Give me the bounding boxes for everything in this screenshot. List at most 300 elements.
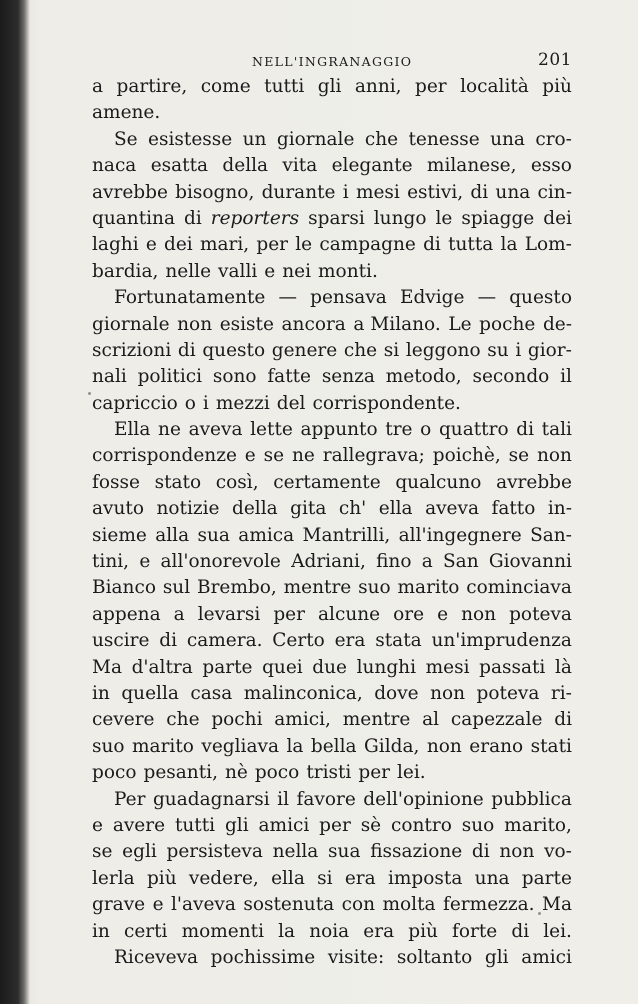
word: pubblica [491,788,572,810]
text-line [92,74,572,100]
word: camera. [186,630,263,652]
word: più [146,867,177,889]
text-line [92,813,572,839]
word: nè [224,762,248,784]
word: sostenuta [243,894,335,916]
word: valli [218,260,258,282]
word: una [474,867,510,889]
word: quantina [92,207,175,229]
word: partire, [116,76,188,97]
word: soltanto [396,946,473,968]
word: ri- [550,682,572,704]
word: se [92,841,113,863]
word: favore [296,788,356,810]
word: a [173,603,185,625]
text-line [92,945,572,971]
word: aveva [425,498,479,520]
word: tre [385,419,413,441]
word: di [470,181,489,203]
word: fino [376,551,412,573]
word: amene. [92,102,161,124]
word: qualcuno [395,471,482,493]
word: alcune [318,603,381,625]
word: o [420,419,432,441]
word: questo [202,339,266,361]
word: là [554,656,572,678]
word: la [500,234,518,256]
word: per [415,76,447,97]
word: mentre [342,709,411,731]
word: ch' [338,498,367,520]
word: tutti [174,814,216,836]
word: Bianco [92,577,156,599]
word: notizie [156,498,220,520]
word: amici [258,814,310,836]
word: quella [121,682,179,704]
word: milanese, [426,155,517,177]
word: in [92,682,110,704]
word: nelle [165,260,212,282]
word: bella [310,735,357,757]
word: tristi [306,762,352,784]
word: Fortunatamente [114,287,266,309]
word: una [490,128,525,150]
word: ella [271,867,305,889]
word: senza [321,366,375,388]
word: certamente [273,471,381,493]
word: i [515,339,522,361]
word: pochissime [210,946,316,968]
text-line [92,523,572,549]
word: lerla [92,867,135,889]
word: o [184,392,196,414]
word: elegante [331,155,413,177]
word: gli [484,946,509,968]
page-header [92,50,572,72]
text-line [92,628,572,654]
word: a [421,551,433,573]
word: sul [162,577,191,599]
text-line [92,655,572,681]
word: imposta [387,867,463,889]
word: e [437,603,449,625]
word: giornale [276,128,355,150]
word: gli [224,814,249,836]
word: poche [479,313,536,335]
word: lei. [397,762,426,784]
word: in [92,920,110,942]
word: grave [92,894,146,916]
word: certi [123,920,168,942]
word: su [487,339,509,361]
word: dove [374,682,419,704]
word: era [344,867,376,889]
word: il [277,788,289,810]
word: così, [215,471,259,493]
word: forte [452,920,498,942]
word: passati [479,656,546,678]
word: poteva [476,682,540,704]
word: cevere [92,709,155,731]
text-line [92,100,572,126]
word: pesanti, [143,762,218,784]
word: e [139,551,151,573]
text-line [92,312,572,338]
text-line [92,892,572,918]
word: amici [521,946,572,968]
word: marito, [504,814,572,836]
word: Mantrilli, [302,524,391,546]
text-line [92,602,572,628]
word: sè [360,814,382,836]
word: sua [197,524,230,546]
word: uscire [92,630,150,652]
word: Se [114,128,138,150]
word: Edvige [399,287,465,309]
word: a Milano. [353,313,441,335]
word: di [177,339,196,361]
word: quei [262,656,303,678]
word: quattro [438,419,509,441]
word: che [364,128,399,150]
word: ne [158,419,181,441]
word: avere [112,814,166,836]
text-line [92,180,572,206]
word: guadagnarsi [152,788,270,810]
text-line [92,391,572,417]
word: Riceveva [114,946,199,968]
word: esatta [150,155,209,177]
word: avrebbe [496,471,572,493]
word: aveva [188,419,243,441]
word: ore [393,603,425,625]
book-binding-shadow [0,0,30,1004]
word: casa [190,682,233,704]
text-line [92,338,572,364]
word: Certo [272,630,325,652]
paper-speck [88,392,91,395]
word: fatte [267,366,312,388]
word: per [256,234,289,256]
word: d'altra [131,656,193,678]
word: non [430,682,466,704]
word: due [312,656,347,678]
word: suo [92,735,125,757]
word: questo [509,287,572,309]
word: parte [202,656,253,678]
word: all'ingegnere [398,524,522,546]
word: contro [391,814,452,836]
text-line [92,787,572,813]
word: Ma [92,656,122,678]
text-line [92,734,572,760]
word: — [477,287,497,309]
text-line [92,285,572,311]
page-number: 201 [538,50,572,70]
word: amici, [274,709,331,731]
word: gior- [527,339,572,361]
word: avrebbe [92,181,168,203]
word: e [92,814,103,836]
word: che [166,709,200,731]
word: se [508,445,530,467]
word: di [471,841,490,863]
word: fatto [491,498,536,520]
text-line [92,839,572,865]
word: della [231,498,278,520]
word: reporters [210,207,300,229]
word: in- [547,498,572,520]
word: bisogno, [175,181,255,203]
word: per [273,603,305,625]
text-line [92,549,572,575]
word: si [317,867,333,889]
word: amica [238,524,295,546]
word: un [242,128,267,150]
text-line [92,760,572,786]
word: e [145,234,157,256]
word: era [334,630,366,652]
word: tutta [448,234,494,256]
word: tali [541,419,572,441]
word: spiagge [461,207,535,229]
word: lungo [373,207,427,229]
word: tini, [92,551,130,573]
word: alla [155,524,190,546]
word: non [177,313,213,335]
word: sua [328,841,361,863]
text-line [92,496,572,522]
word: anni, [354,76,402,97]
word: giornale [92,313,170,335]
word: fissazione [370,841,463,863]
word: momenti [181,920,265,942]
word: esso [530,155,572,177]
word: vedere, [188,867,259,889]
word: della [222,155,269,177]
word: e [244,445,256,467]
word: leggono [405,339,481,361]
word: mesi [355,181,400,203]
word: dei [164,234,193,256]
word: con [341,894,376,916]
running-title: NELL'INGRANAGGIO [252,54,413,69]
word: se [263,445,285,467]
word: genere [271,339,338,361]
word: visite: [327,946,385,968]
word: corrispondenze [92,445,237,467]
word: al [422,709,440,731]
word: per [358,762,390,784]
word: erano [469,735,524,757]
word: per [319,814,351,836]
word: marito [132,735,194,757]
text-line [92,470,572,496]
word: Gilda, [364,735,420,757]
text-line [92,232,572,258]
text-line [92,919,572,945]
word: si [383,339,400,361]
word: vo- [544,841,572,863]
word: secondo [472,366,550,388]
word: una [495,181,531,203]
word: poco [92,762,137,784]
word: tenesse [408,128,480,150]
word: poichè, [432,445,501,467]
text-line [92,575,572,601]
word: i [342,181,349,203]
word: poteva [509,603,572,625]
word: avuto [92,498,144,520]
word: malinconica, [243,682,363,704]
text-line [92,259,572,285]
word: levarsi [197,603,261,625]
word: marito [397,577,460,599]
word: lunghi [356,656,417,678]
word: San- [530,524,572,546]
text-line [92,417,572,443]
word: nei [282,260,312,282]
word: metodo, [385,366,462,388]
word: Lom- [524,234,572,256]
word: appunto [300,419,378,441]
word: politici [137,366,203,388]
word: vita [282,155,318,177]
word: più [408,920,438,942]
word: del [276,392,306,414]
word: e [264,260,276,282]
word: Ella [114,419,151,441]
body-text [92,74,572,971]
word: la [286,735,304,757]
word: Brembo, [196,577,277,599]
word: era [363,920,395,942]
word: di [516,419,535,441]
word: sparsi [308,207,365,229]
word: ella [378,498,413,520]
word: poco [254,762,300,784]
text-line [92,127,572,153]
word: parte [521,867,572,889]
word: cominciava [466,577,572,599]
word: Adriani, [291,551,366,573]
word: le [435,207,453,229]
word: un'imprudenza [431,630,572,652]
word: più [542,76,572,97]
word: di [423,234,441,256]
word: appena [92,603,161,625]
word: che [343,339,378,361]
word: cin- [537,181,572,203]
word: lette [250,419,293,441]
word: pochi [211,709,263,731]
word: stati [530,735,572,757]
word: la [278,920,296,942]
text-line [92,866,572,892]
word: capezzale [450,709,543,731]
word: di [554,709,572,731]
word: Ma [542,894,572,916]
word: gita [290,498,327,520]
word: gli [317,76,342,97]
word: ancora [281,313,346,335]
text-line [92,681,572,707]
paper-speck [538,912,541,915]
word: monti. [318,260,378,282]
word: dei [543,207,572,229]
word: non [426,735,462,757]
word: scrizioni [92,339,172,361]
word: Le [448,313,472,335]
word: località [460,76,529,97]
word: pensava [310,287,387,309]
word: sieme [92,524,147,546]
word: il [560,366,572,388]
word: di [184,207,202,229]
word: dell'opinione [363,788,484,810]
word: mesi [425,656,470,678]
word: le [295,234,313,256]
word: stata [375,630,422,652]
word: campagne [319,234,416,256]
word: — [278,287,297,309]
word: noia [309,920,350,942]
word: l'aveva [170,894,236,916]
word: suo [358,577,391,599]
word: e [152,894,164,916]
word: i [202,392,209,414]
word: Per [114,788,146,810]
word: bardia, [92,260,159,282]
word: esistesse [148,128,233,150]
word: mari, [199,234,250,256]
word: cro- [535,128,572,150]
word: Giovanni [488,551,572,573]
text-line [92,443,572,469]
word: fosse [92,471,140,493]
text-line [92,364,572,390]
text-line [92,206,572,232]
text-line [92,707,572,733]
word: capriccio [92,392,178,414]
word: stato [154,471,202,493]
word: lei. [543,920,572,942]
word: naca [92,155,137,177]
word: ne [291,445,315,467]
word: non [499,841,535,863]
word: egli [122,841,157,863]
word: nella [272,841,319,863]
word: fermezza. [443,894,535,916]
word: sono [212,366,257,388]
word: di [511,920,530,942]
word: come [200,76,251,97]
word: suo [461,814,495,836]
word: corrispondente. [312,392,461,414]
word: molta [382,894,436,916]
word: a [92,76,104,97]
text-line [92,153,572,179]
word: non [536,445,572,467]
word: esiste [219,313,274,335]
word: San [442,551,479,573]
word: non [461,603,497,625]
word: mentre [283,577,352,599]
word: laghi [92,234,139,256]
word: all'onorevole [160,551,281,573]
word: nali [92,366,127,388]
word: estivi, [407,181,464,203]
